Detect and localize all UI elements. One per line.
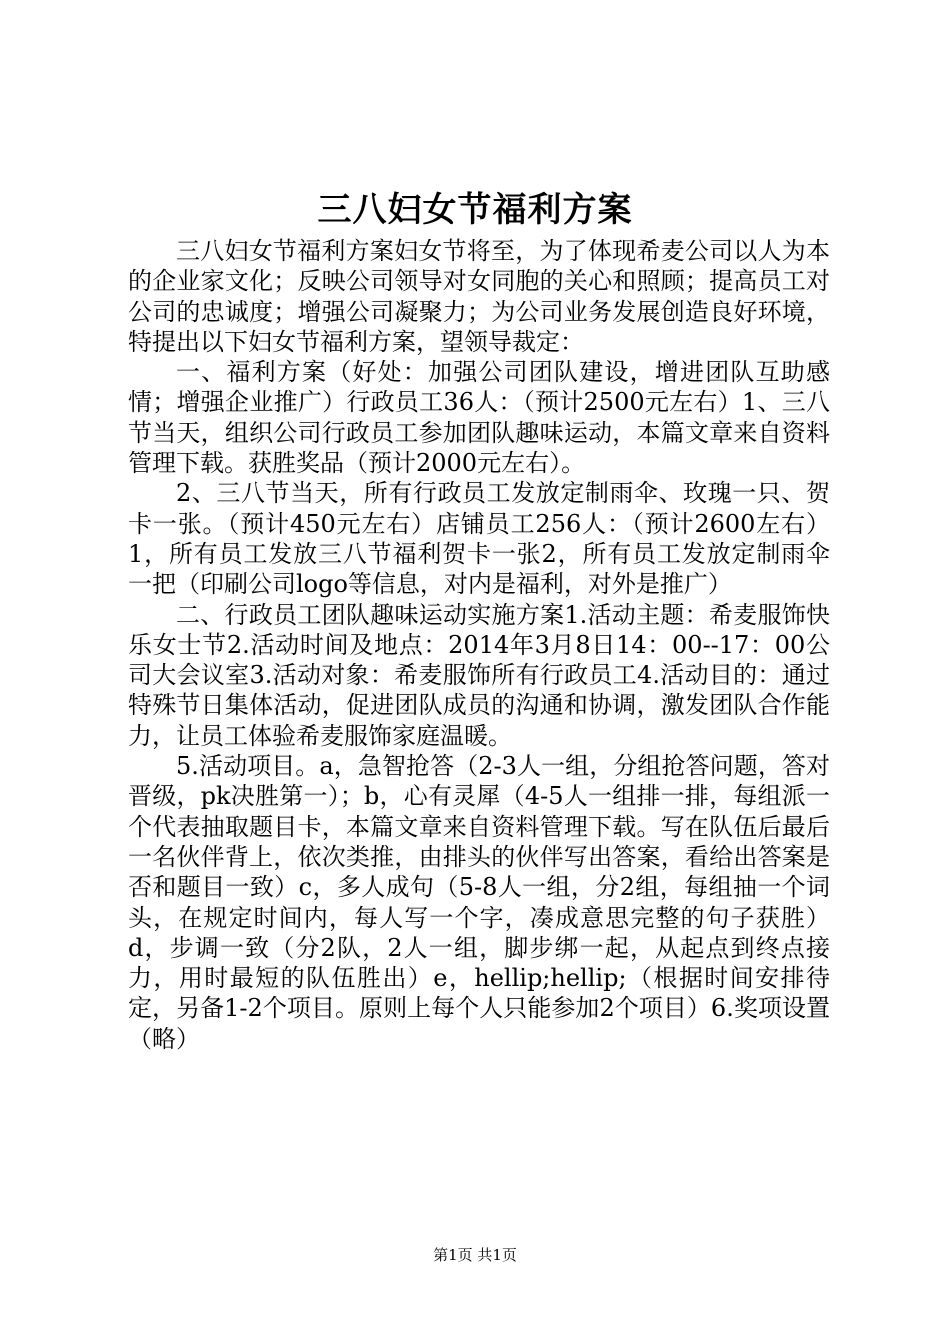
paragraph-welfare-items: 2、三八节当天，所有行政员工发放定制雨伞、玫瑰一只、贺卡一张。（预计450元左右）店铺员工256人：（预计2600左右）1，所有员工发放三八节福利贺卡一张2，所有员工发放定制雨伞一把（印刷公司logo等信息，对内是福利，对外是推广） (128, 479, 830, 599)
paragraph-activity-items: 5.活动项目。a，急智抢答（2-3人一组，分组抢答问题，答对晋级，pk决胜第一）；b，心有灵犀（4-5人一组排一排，每组派一个代表抽取题目卡，本篇文章来自资料管理下载。写在队伍后最后一名伙伴背上，依次类推，由排头的伙伴写出答案，看给出答案是否和题目一致）c，多人成句（5-8人一组，分2组，每组抽一个词头，在规定时间内，每人写一个字，凑成意思完整的句子获胜）d，步调一致（分2队，2人一组，脚步绑一起，从起点到终点接力，用时最短的队伍胜出）e，hellip;hellip;（根据时间安排待定，另备1-2个项目。原则上每个人只能参加2个项目）6.奖项设置（略） (128, 752, 830, 1053)
paragraph-welfare-plan: 一、福利方案（好处：加强公司团队建设，增进团队互助感情；增强企业推广）行政员工36人：（预计2500元左右）1、三八节当天，组织公司行政员工参加团队趣味运动，本篇文章来自资料管理下载。获胜奖品（预计2000元左右）。 (128, 358, 830, 478)
paragraph-intro: 三八妇女节福利方案妇女节将至，为了体现希麦公司以人为本的企业家文化；反映公司领导对女同胞的关心和照顾；提高员工对公司的忠诚度；增强公司凝聚力；为公司业务发展创造良好环境，特提出以下妇女节福利方案，望领导裁定： (128, 237, 830, 356)
document-body (128, 236, 830, 1054)
page-footer: 第1页 共1页 (433, 1246, 517, 1264)
document-title: 三八妇女节福利方案 (317, 190, 633, 230)
paragraph-activity-plan: 二、行政员工团队趣味运动实施方案1.活动主题：希麦服饰快乐女士节2.活动时间及地点：2014年3月8日14：00--17：00公司大会议室3.活动对象：希麦服饰所有行政员工4.活动目的：通过特殊节日集体活动，促进团队成员的沟通和协调，激发团队合作能力，让员工体验希麦服饰家庭温暖。 (128, 600, 830, 750)
